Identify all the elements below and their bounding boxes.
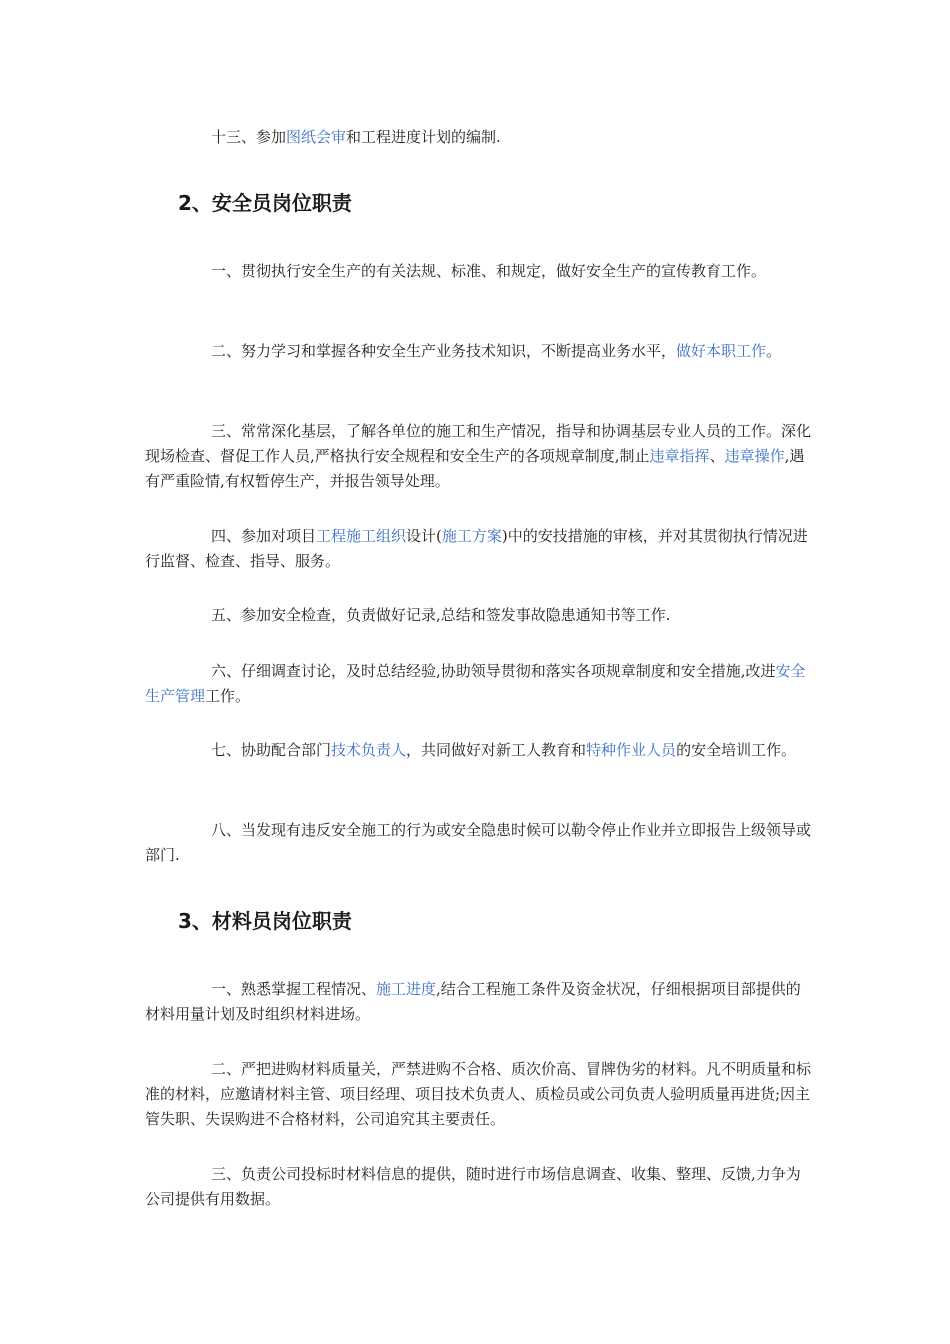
- link-construction-plan[interactable]: 施工方案: [441, 527, 502, 545]
- materials-item-3: [145, 1162, 813, 1212]
- text-run: 、: [709, 447, 725, 465]
- text-run: 一、熟悉掌握工程情况、: [211, 980, 377, 998]
- safety-item-5: [145, 603, 813, 628]
- text-run: 七、协助配合部门: [211, 741, 332, 759]
- text-run: 二、努力学习和掌握各种安全生产业务技术知识，不断提高业务水平，: [211, 342, 677, 360]
- text-run: 二、严把进购材料质量关，严禁进购不合格、质次价高、冒牌伪劣的材料。凡不明质量和标准的材料，应邀请材料主管、项目经理、项目技术负责人、质检员或公司负责人验明质量再进货;因主管失职、失误购进不合格材料，公司追究其主要责任。: [145, 1060, 812, 1128]
- link-construction-progress[interactable]: 施工进度: [376, 980, 437, 998]
- text-run: 三、负责公司投标时材料信息的提供，随时进行市场信息调查、收集、整理、反馈,力争为公司提供有用数据。: [145, 1165, 801, 1208]
- materials-item-1: [145, 977, 813, 1027]
- text-run: 八、当发现有违反安全施工的行为或安全隐患时候可以勒令停止作业并立即报告上级领导或部门.: [145, 821, 812, 864]
- section-heading-materials: 3、材料员岗位职责: [178, 909, 352, 933]
- safety-item-4: [145, 524, 813, 574]
- text-run: ，共同做好对新工人教育和: [406, 741, 587, 759]
- text-run: 设计(: [406, 527, 442, 545]
- safety-item-2: [145, 339, 813, 364]
- link-technical-lead[interactable]: 技术负责人: [331, 741, 407, 759]
- text-run: 六、仔细调查讨论，及时总结经验,协助领导贯彻和落实各项规章制度和安全措施,改进: [211, 662, 776, 680]
- materials-item-2: [145, 1057, 813, 1132]
- link-construction-organization[interactable]: 工程施工组织: [316, 527, 407, 545]
- text-run: 。: [766, 342, 782, 360]
- text-run: 的安全培训工作。: [676, 741, 797, 759]
- link-illegal-command[interactable]: 违章指挥: [649, 447, 710, 465]
- text-run: ,结合工程施工条件及资金状况，仔细根据项目部提供的材料用量计划及时组织材料进场。: [145, 980, 801, 1023]
- text-run: 和工程进度计划的编制.: [346, 128, 501, 146]
- text-run: )中的安技措施的审核，并对其贯彻执行情况进行监督、检查、指导、服务。: [145, 527, 808, 570]
- text-run: 一、贯彻执行安全生产的有关法规、标准、和规定，做好安全生产的宣传教育工作。: [211, 262, 767, 280]
- safety-item-7: [145, 738, 813, 763]
- link-drawing-review[interactable]: 图纸会审: [286, 128, 347, 146]
- text-run: 四、参加对项目: [211, 527, 317, 545]
- link-illegal-operation[interactable]: 违章操作: [724, 447, 785, 465]
- link-do-job-well[interactable]: 做好本职工作: [676, 342, 767, 360]
- text-run: 五、参加安全检查，负责做好记录,总结和签发事故隐患通知书等工作.: [211, 606, 671, 624]
- safety-item-1: [145, 259, 813, 284]
- section-heading-safety: 2、安全员岗位职责: [178, 191, 352, 215]
- safety-item-6: [145, 659, 813, 709]
- text-run: ,遇有严重险情,有权暂停生产，并报告领导处理。: [145, 447, 805, 490]
- safety-item-3: [145, 419, 813, 494]
- text-run: 三、常常深化基层，了解各单位的施工和生产情况，指导和协调基层专业人员的工作。深化现场检查、督促工作人员,严格执行安全规程和安全生产的各项规章制度,制止: [145, 422, 812, 465]
- link-special-workers[interactable]: 特种作业人员: [586, 741, 677, 759]
- link-safety-management[interactable]: 安全生产管理: [145, 662, 806, 705]
- paragraph-13: [145, 125, 813, 150]
- safety-item-8: [145, 818, 813, 868]
- text-run: 十三、参加: [211, 128, 287, 146]
- text-run: 工作。: [205, 687, 251, 705]
